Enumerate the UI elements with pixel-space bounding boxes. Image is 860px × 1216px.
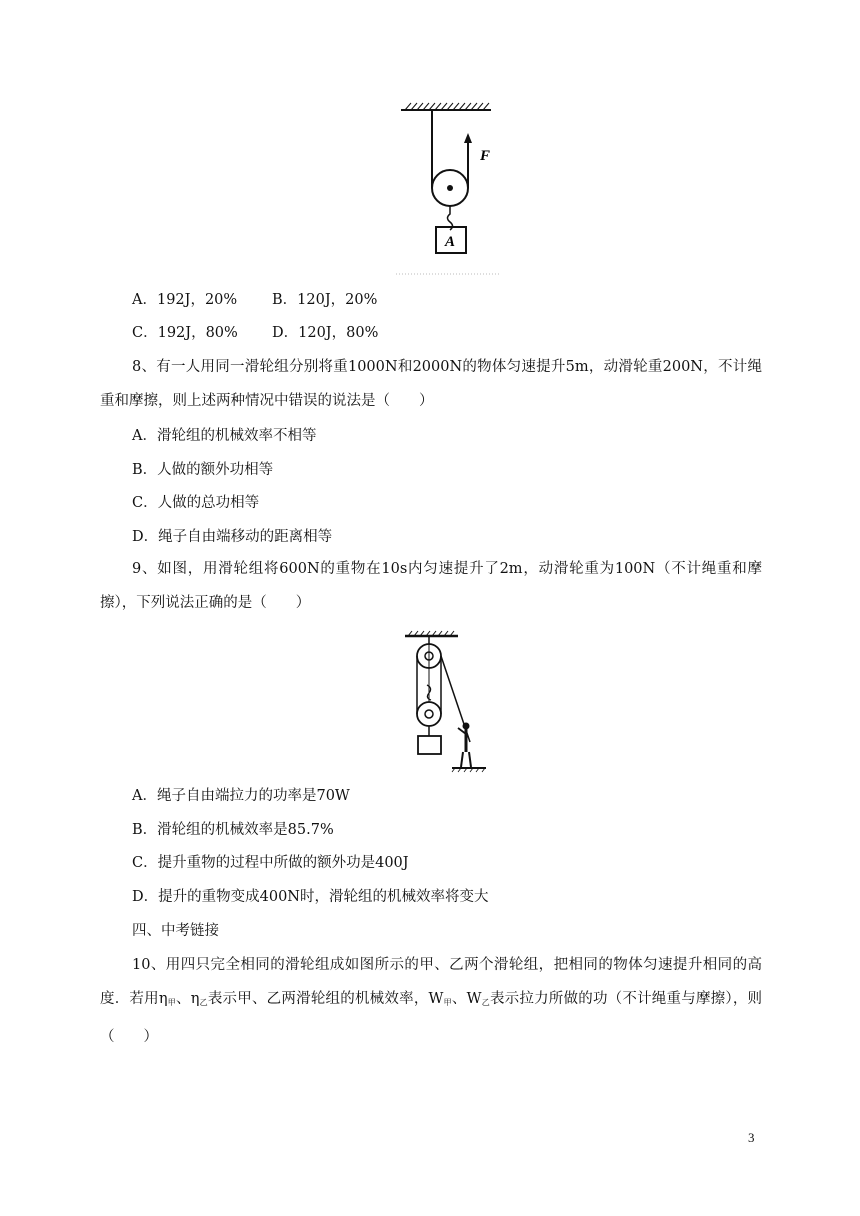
q8-option-a[interactable]: A．滑轮组的机械效率不相等	[132, 428, 317, 444]
q9-stem: 9、如图，用滑轮组将600N的重物在10s内匀速提升了2m，动滑轮重为100N（不计绳重和摩擦），下列说法正确的是（ ）	[100, 561, 762, 611]
movable-pulley-figure	[395, 100, 505, 280]
q10-stem	[100, 948, 762, 1054]
q10-text-2: 表示甲、乙两滑轮组的机械效率，W	[207, 991, 444, 1007]
q10-sep-2: 、W	[451, 991, 482, 1007]
q8-option-b[interactable]: B．人做的额外功相等	[132, 462, 274, 478]
q10-text-3: 表示拉力所做的功（不计绳重与摩擦），则（ ）	[100, 991, 763, 1045]
q8-option-c[interactable]: C．人做的总功相等	[132, 495, 260, 511]
q9-option-d[interactable]: D．提升的重物变成400N时，滑轮组的机械效率将变大	[132, 889, 489, 905]
q9-option-c[interactable]: C．提升重物的过程中所做的额外功是400J	[132, 855, 409, 871]
block-label: A	[445, 234, 456, 250]
q10-sub-yi-2: 乙	[481, 998, 490, 1007]
page-number: 3	[748, 1130, 755, 1145]
q10-sub-jia: 甲	[167, 998, 176, 1007]
q7-option-c[interactable]: C．192J，80%	[132, 325, 238, 341]
q8-option-d[interactable]: D．绳子自由端移动的距离相等	[132, 529, 333, 545]
q7-option-b[interactable]: B．120J，20%	[272, 292, 378, 308]
q7-option-d[interactable]: D．120J，80%	[272, 325, 379, 341]
pulley-block-figure	[400, 630, 510, 775]
q7-options-row-1	[132, 290, 377, 310]
q7-option-a[interactable]: A．192J，20%	[132, 292, 238, 308]
q10-sep-1: 、η	[175, 991, 200, 1007]
force-label: F	[480, 148, 491, 164]
q10-text-1: 10、用四只完全相同的滑轮组成如图所示的甲、乙两个滑轮组，把相同的物体匀速提升相同的高度．若用η	[100, 957, 762, 1007]
q7-options-row-2	[132, 323, 378, 343]
q9-option-b[interactable]: B．滑轮组的机械效率是85.7%	[132, 822, 334, 838]
q8-stem: 8、有一人用同一滑轮组分别将重1000N和2000N的物体匀速提升5m，动滑轮重200N，不计绳重和摩擦，则上述两种情况中错误的说法是（ ）	[100, 359, 762, 409]
section-heading: 四、中考链接	[132, 923, 219, 939]
q10-sub-jia-2: 甲	[443, 998, 452, 1007]
q9-option-a[interactable]: A．绳子自由端拉力的功率是70W	[132, 788, 350, 804]
q10-sub-yi: 乙	[199, 998, 208, 1007]
